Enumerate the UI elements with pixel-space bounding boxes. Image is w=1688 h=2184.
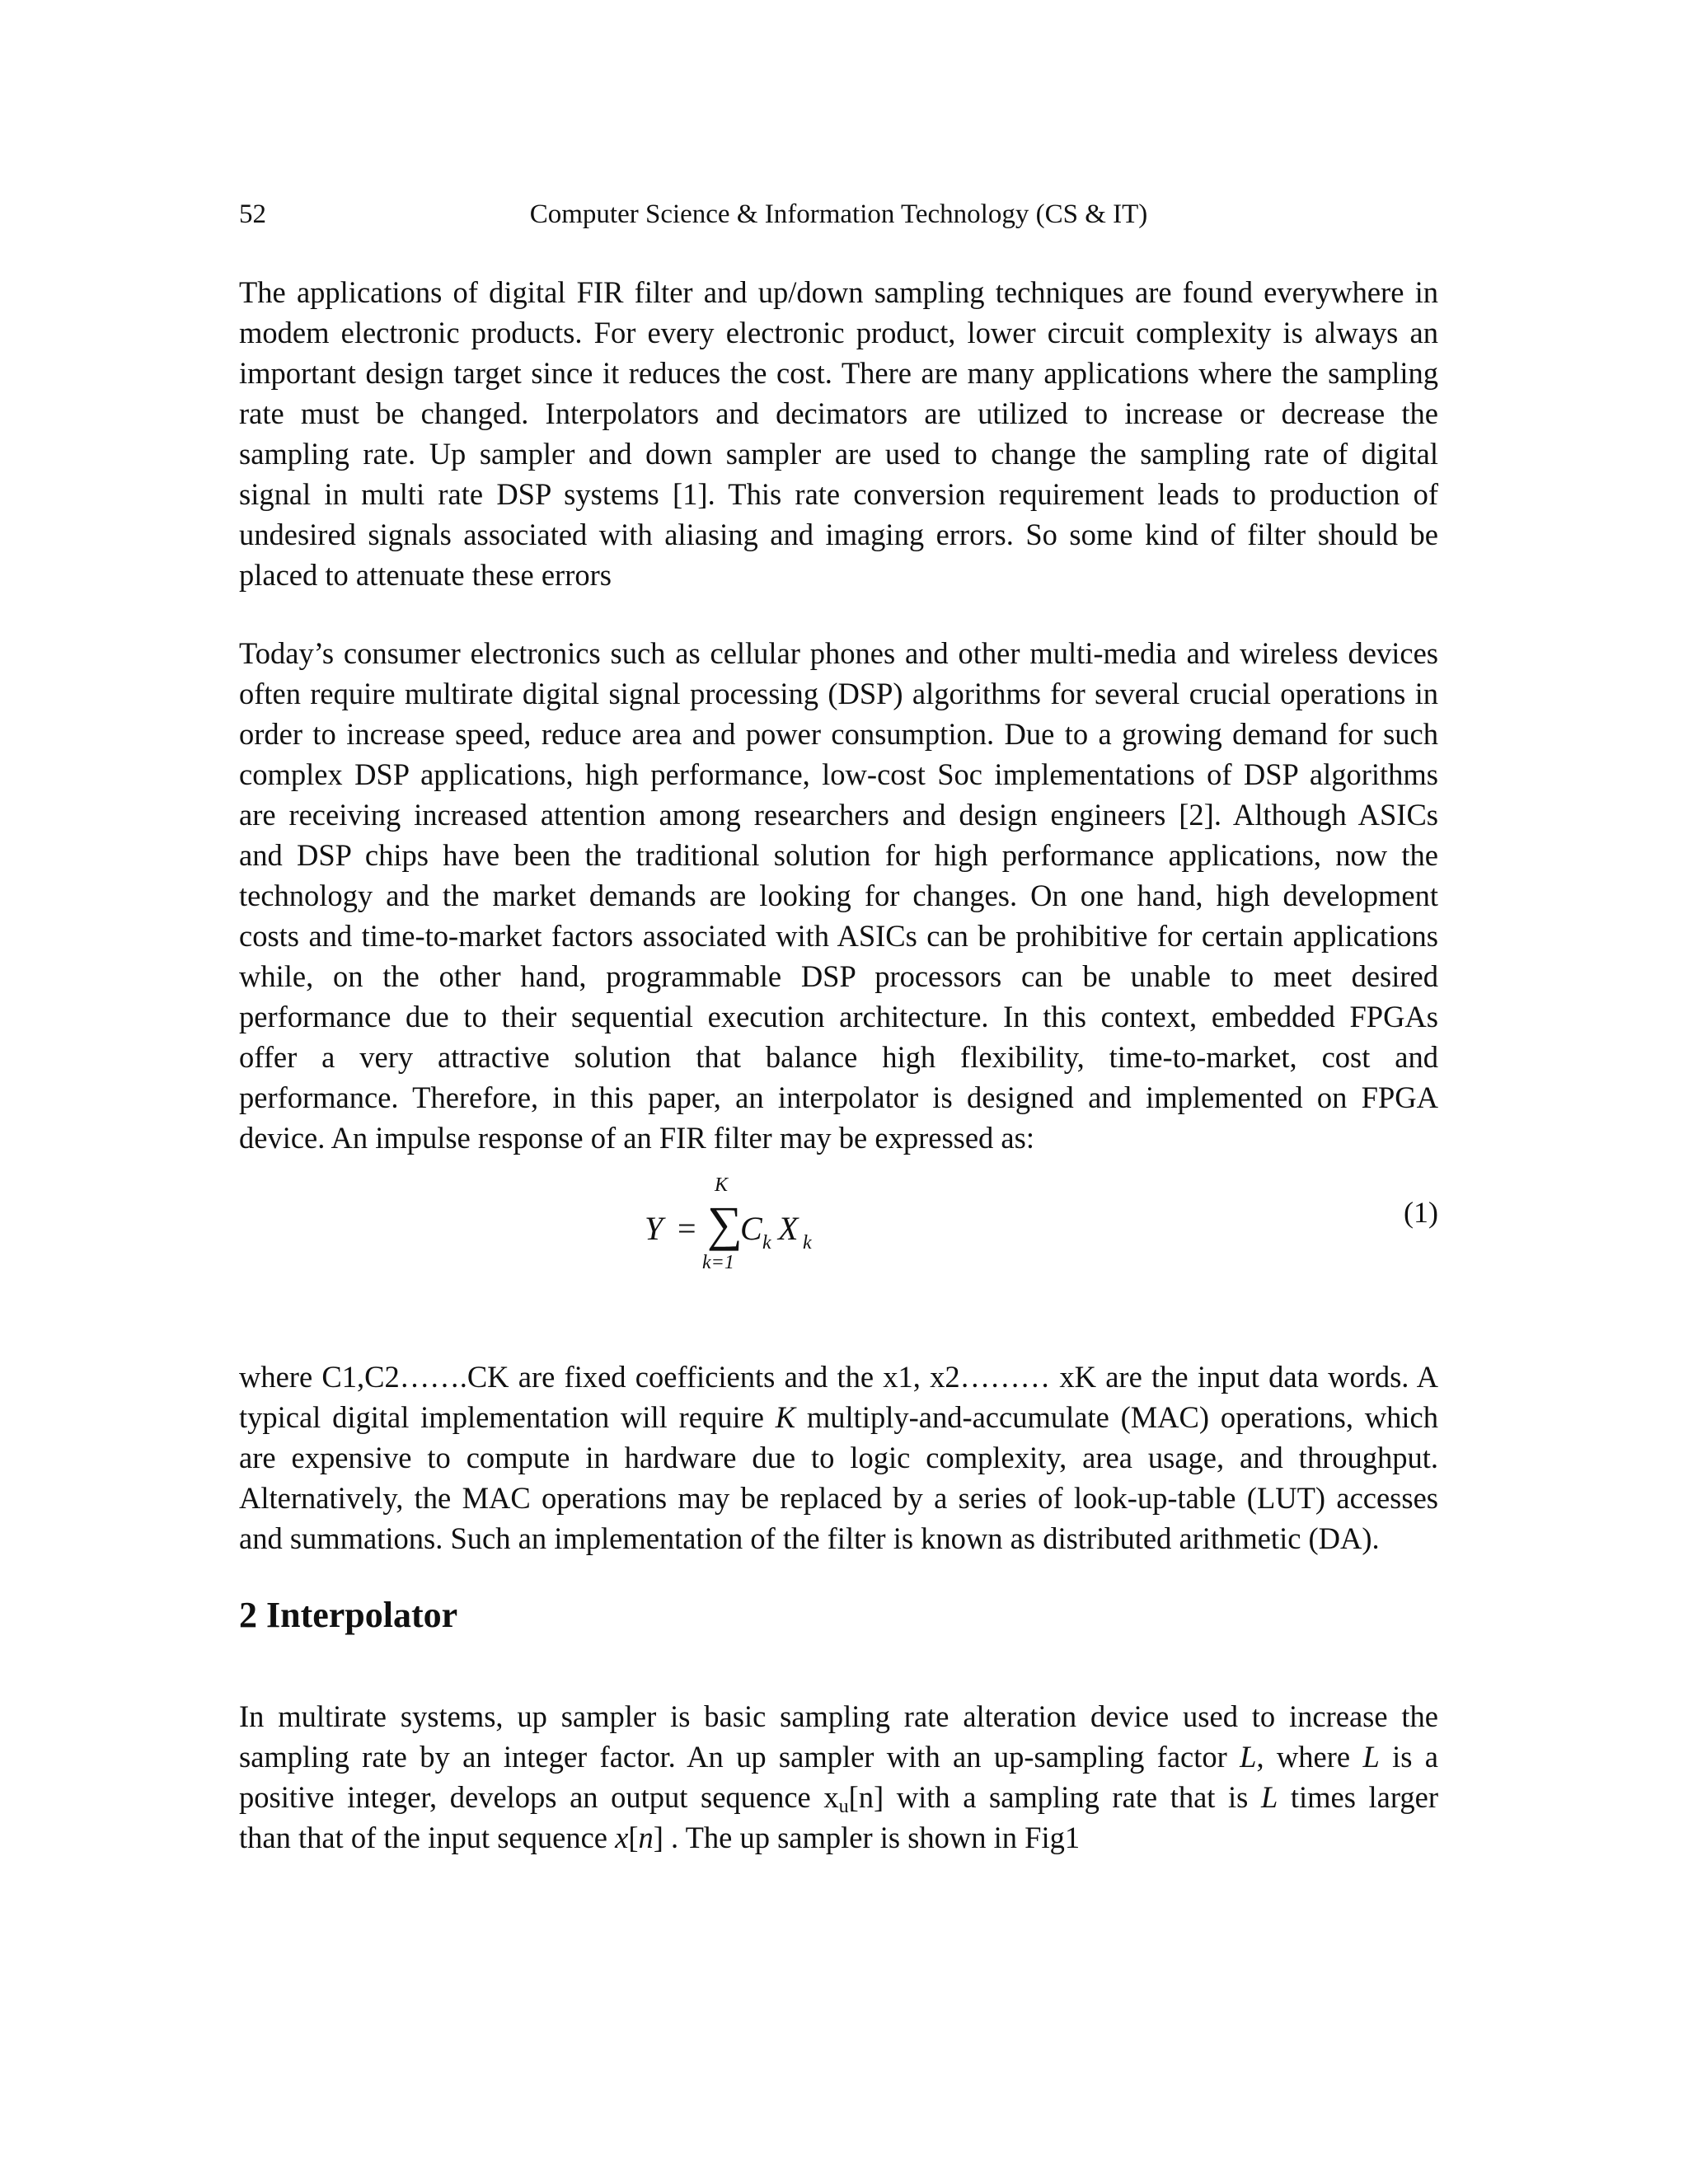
page-header <box>239 194 1438 234</box>
summation-upper-limit: K <box>715 1174 729 1196</box>
text-run: is a <box>1379 1740 1439 1774</box>
text-line <box>239 1397 1438 1437</box>
text-run: [ <box>628 1821 639 1854</box>
text-line: and DSP chips have been the traditional solution for high performance applications, now the <box>239 838 1438 872</box>
summation-lower-limit: k=1 <box>702 1252 734 1273</box>
text-run: ] <box>653 1821 663 1854</box>
text-line: are expensive to compute in hardware due to logic complexity, area usage, and throughput. <box>239 1441 1438 1474</box>
paragraph-interpolator <box>239 1696 1438 1858</box>
text-run: times larger <box>1278 1780 1438 1814</box>
equation-coefficient: C <box>740 1210 762 1247</box>
page-number: 52 <box>239 199 266 229</box>
subscript-u: u <box>838 1796 849 1817</box>
variable-k: K <box>775 1400 796 1434</box>
text-line: and summations. Such an implementation of the filter is known as distributed arithmetic (DA). <box>239 1521 1380 1555</box>
text-run: than that of the input sequence <box>239 1821 616 1854</box>
variable-l: L <box>1260 1780 1278 1814</box>
text-line <box>239 1736 1438 1777</box>
text-line <box>239 1817 1438 1858</box>
equation-1 <box>635 1174 832 1282</box>
text-run: . The up sampler is shown in Fig1 <box>663 1821 1081 1854</box>
equation-input: X <box>778 1210 799 1247</box>
text-line: order to increase speed, reduce area and power consumption. Due to a growing demand for such <box>239 717 1438 751</box>
equation-coefficient-subscript: k <box>762 1232 771 1254</box>
text-run: positive integer, develops an output sequence x <box>239 1780 839 1814</box>
paragraph-intro-fir <box>239 272 1438 595</box>
text-line: signal in multi rate DSP systems [1]. This rate conversion requirement leads to production of <box>239 477 1438 511</box>
variable-n: n <box>638 1821 654 1854</box>
text-run: sampling rate by an integer factor. An up sampler with an up-sampling factor <box>239 1740 1240 1774</box>
variable-l: L <box>1362 1740 1380 1774</box>
variable-l: L <box>1240 1740 1257 1774</box>
text-line <box>239 1777 1438 1817</box>
summation-symbol: ∑ <box>707 1197 743 1251</box>
text-line: device. An impulse response of an FIR filter may be expressed as: <box>239 1121 1034 1155</box>
text-line: performance due to their sequential execution architecture. In this context, embedded FPGAs <box>239 1000 1438 1033</box>
equation-equals: = <box>678 1210 696 1247</box>
text-line: The applications of digital FIR filter and up/down sampling techniques are found everywhere in <box>239 275 1438 309</box>
section-heading: 2 Interpolator <box>239 1595 458 1635</box>
text-line: are receiving increased attention among researchers and design engineers [2]. Although ASICs <box>239 798 1438 832</box>
paragraph-coefficients <box>239 1357 1438 1558</box>
equation-lhs: Y <box>645 1210 663 1247</box>
text-line: In multirate systems, up sampler is basic sampling rate alteration device used to increase the <box>239 1699 1438 1733</box>
text-line: important design target since it reduces the cost. There are many applications where the sampling <box>239 356 1438 390</box>
variable-x: x <box>615 1821 629 1854</box>
text-line: offer a very attractive solution that balance high flexibility, time-to-market, cost and <box>239 1040 1438 1074</box>
text-run: typical digital implementation will require <box>239 1400 776 1434</box>
text-line: complex DSP applications, high performance, low-cost Soc implementations of DSP algorithms <box>239 757 1438 791</box>
text-line: where C1,C2…….CK are fixed coefficients and the x1, x2……… xK are the input data words. A <box>239 1360 1438 1394</box>
text-line: performance. Therefore, in this paper, an interpolator is designed and implemented on FPGA <box>239 1080 1438 1114</box>
equation-input-subscript: k <box>803 1232 812 1254</box>
text-run: , where <box>1256 1740 1363 1774</box>
text-line: while, on the other hand, programmable DSP processors can be unable to meet desired <box>239 959 1438 993</box>
running-head: Computer Science & Information Technology (CS & IT) <box>529 199 1148 229</box>
text-line: rate must be changed. Interpolators and decimators are utilized to increase or decrease the <box>239 396 1438 430</box>
text-run: multiply-and-accumulate (MAC) operations, which <box>795 1400 1438 1434</box>
paragraph-consumer-electronics <box>239 633 1438 1158</box>
text-line: Today’s consumer electronics such as cellular phones and other multi-media and wireless devices <box>239 636 1438 670</box>
text-line: costs and time-to-market factors associated with ASICs can be prohibitive for certain applications <box>239 919 1438 953</box>
text-line: undesired signals associated with aliasing and imaging errors. So some kind of filter should be <box>239 518 1438 551</box>
text-line: placed to attenuate these errors <box>239 558 612 592</box>
text-line: technology and the market demands are looking for changes. On one hand, high development <box>239 879 1438 912</box>
equation-number: (1) <box>1404 1196 1438 1229</box>
text-line: often require multirate digital signal processing (DSP) algorithms for several crucial operations in <box>239 677 1438 710</box>
text-line: sampling rate. Up sampler and down sampler are used to change the sampling rate of digital <box>239 437 1438 471</box>
text-line: modem electronic products. For every electronic product, lower circuit complexity is always an <box>239 316 1438 349</box>
text-run: [n] with a sampling rate that is <box>848 1780 1261 1814</box>
text-line: Alternatively, the MAC operations may be replaced by a series of look-up-table (LUT) accesses <box>239 1481 1438 1515</box>
